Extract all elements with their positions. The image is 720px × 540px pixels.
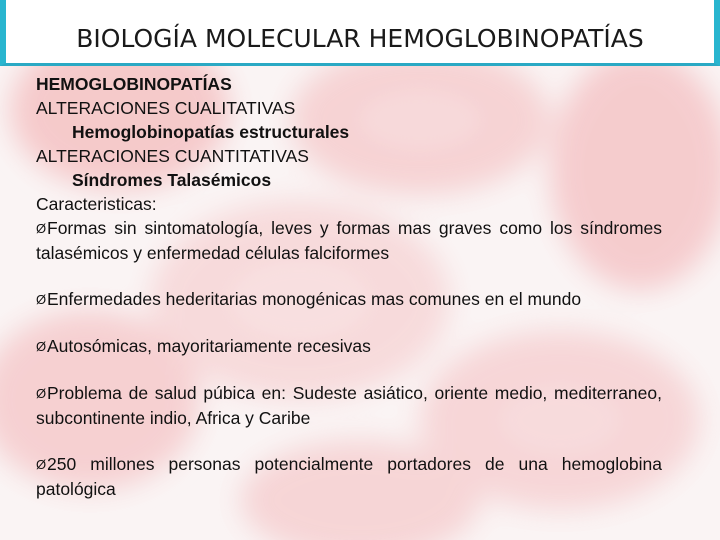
outline-subitem: Hemoglobinopatías estructurales [72, 122, 350, 142]
bullet-text: Enfermedades hederitarias monogénicas mas comunes en el mundo [47, 289, 582, 309]
arrow-bullet-icon: Ø [36, 292, 47, 307]
bullet-text: 250 millones personas potencialmente portadores de una hemoglobina patológica [36, 454, 662, 499]
bullet-item [36, 381, 662, 430]
bullet-text: Problema de salud púbica en: Sudeste asiático, oriente medio, mediterraneo, subcontinente indio, Africa y Caribe [36, 383, 662, 428]
slide-title: BIOLOGÍA MOLECULAR HEMOGLOBINOPATÍAS [76, 24, 644, 53]
bullet-item [36, 452, 662, 501]
outline-item: ALTERACIONES CUANTITATIVAS [36, 146, 309, 166]
slide-body [36, 72, 662, 501]
bullet-item [36, 287, 662, 312]
arrow-bullet-icon: Ø [36, 457, 47, 472]
bullet-item [36, 334, 662, 359]
arrow-bullet-icon: Ø [36, 221, 47, 236]
slide-header [0, 0, 720, 66]
outline-heading: HEMOGLOBINOPATÍAS [36, 74, 232, 94]
bullet-text: Formas sin sintomatología, leves y formas mas graves como los síndromes talasémicos y enfermedad células falciformes [36, 218, 662, 263]
outline-subitem: Síndromes Talasémicos [72, 170, 272, 190]
bullet-text: Autosómicas, mayoritariamente recesivas [47, 336, 371, 356]
characteristics-label: Caracteristicas: [36, 194, 157, 214]
arrow-bullet-icon: Ø [36, 339, 47, 354]
bullet-item [36, 216, 662, 265]
outline-item: ALTERACIONES CUALITATIVAS [36, 98, 296, 118]
arrow-bullet-icon: Ø [36, 386, 47, 401]
